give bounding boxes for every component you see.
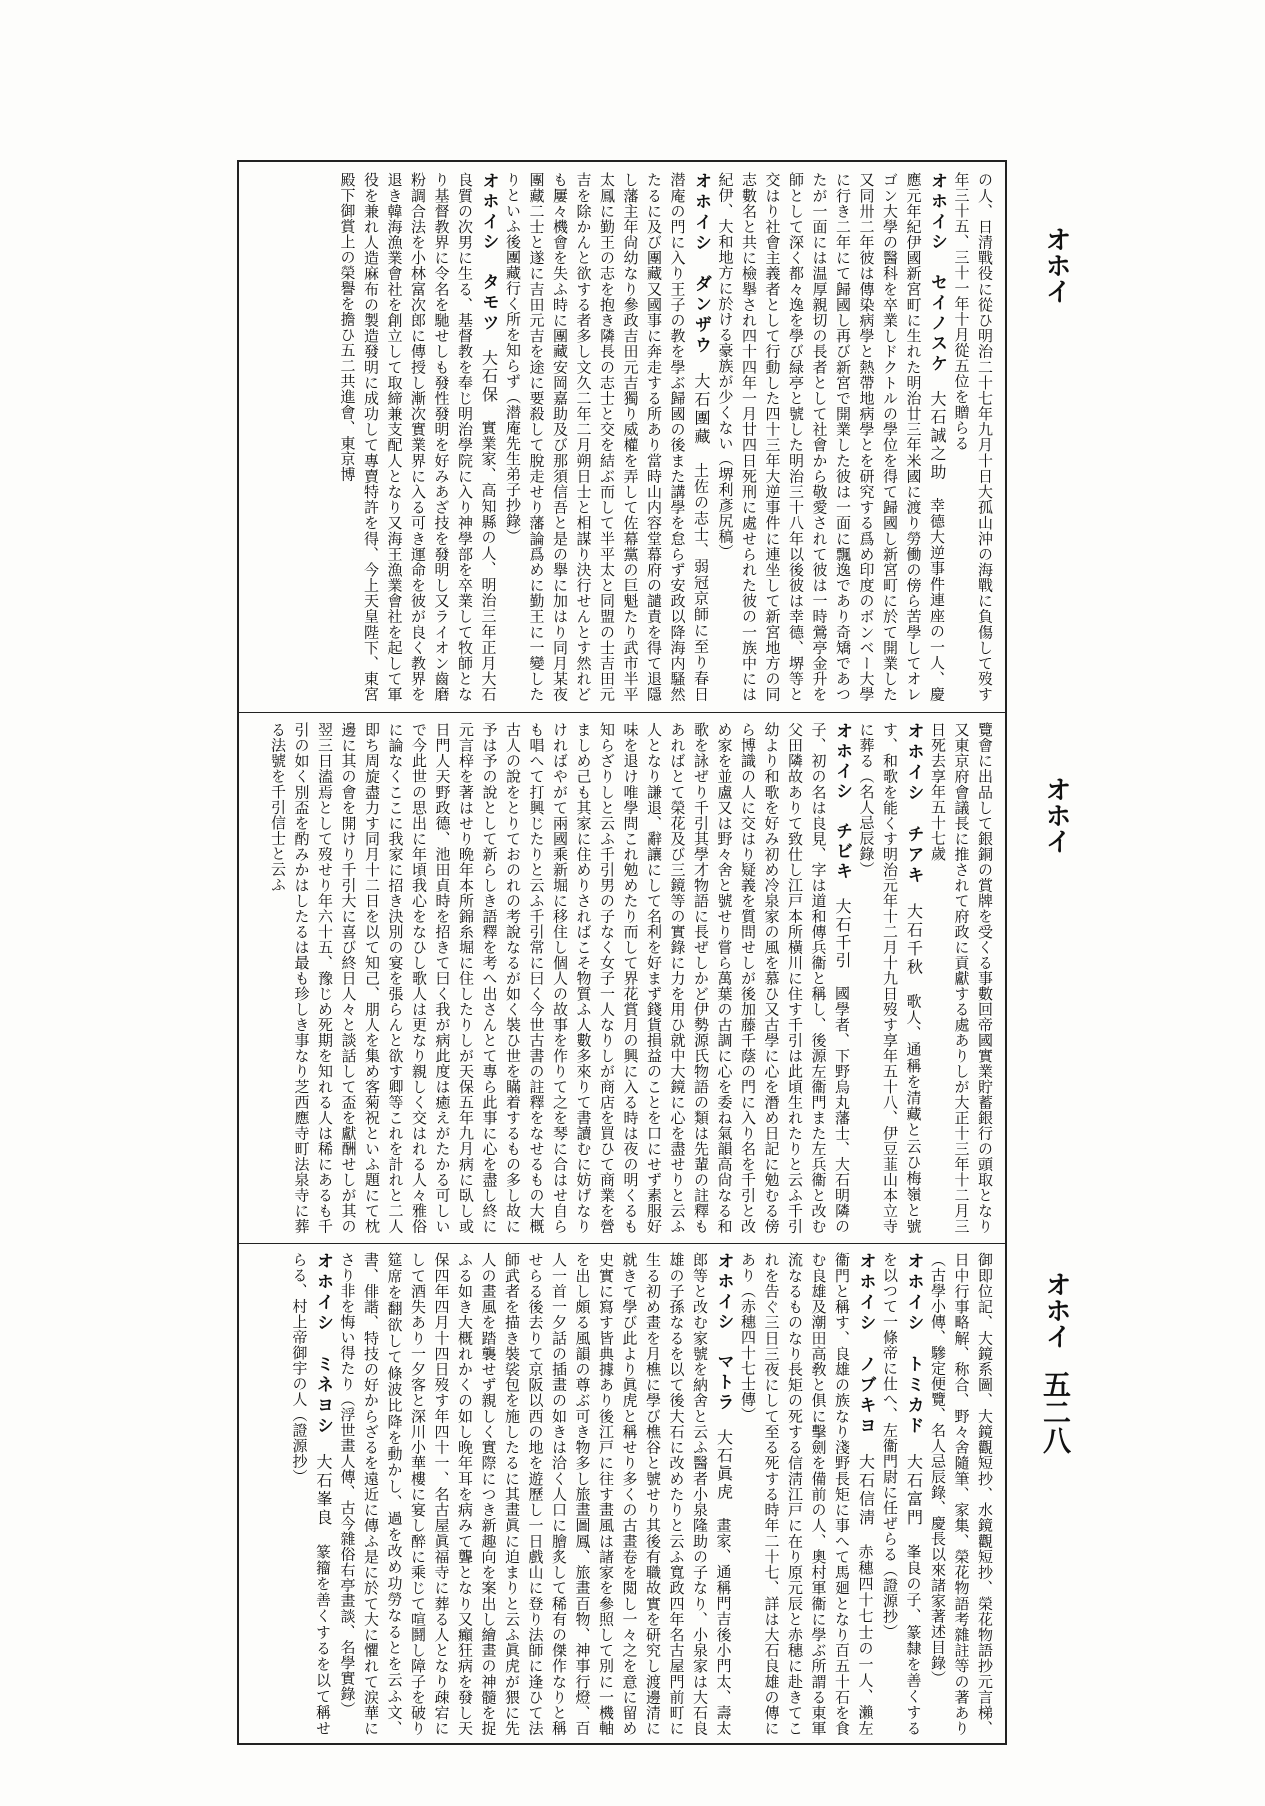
- tier-divider-2: [237, 1243, 1007, 1244]
- tier-top-text: [250, 172, 996, 702]
- entry-kanji: 大石團藏: [692, 372, 711, 447]
- entry-heading: [833, 722, 851, 970]
- entry-name: オホイシ タモツ: [478, 172, 499, 334]
- tier-divider-1: [237, 712, 1007, 713]
- entry-heading: [905, 1252, 923, 1528]
- entry-kanji: 大石峯良: [314, 1453, 333, 1528]
- entry-name: オホイシ マトラ: [713, 1252, 734, 1414]
- tier-bottom-text: [250, 1252, 996, 1736]
- entry-kanji: 大石信淸: [856, 1453, 876, 1528]
- entry-kanji: 大石眞虎: [714, 1428, 734, 1502]
- running-head-bottom: オホイ: [1041, 1271, 1071, 1349]
- lead-text: 御即位記、大鏡系圖、大鏡觀短抄、水鏡觀短抄、榮花物語抄元言梯、日中行事略解、称合、野々舍隨筆、家集、榮花物語考雜註等の著あり（古學小傳、驂定便覽、名人忌辰錄、慶長以來諸家著述目錄）: [929, 1252, 994, 1736]
- entry-heading: [692, 172, 710, 447]
- entry-heading: [905, 722, 923, 977]
- tier-middle-text: [250, 722, 996, 1234]
- entry-kanji: 大石誠之助: [928, 390, 947, 482]
- running-head-top: オホイ: [1041, 226, 1071, 304]
- lead-text: 覽會に出品して銀銅の賞牌を受くる事數回帝國實業貯蓄銀行の頭取となり又東京府會議長に推されて府政に貢獻する處ありしが大正十三年十二月三日死去享年五十七歲: [929, 722, 994, 1234]
- page-number: 五二八: [1039, 1370, 1072, 1454]
- running-head-middle: オホイ: [1041, 776, 1071, 854]
- entry-heading: [857, 1252, 875, 1528]
- entry-kanji: 大石保: [479, 349, 499, 404]
- entry-heading: [715, 1252, 733, 1501]
- entry-body: 土佐の志士、弱冠京師に至り春日潜庵の門に入り王子の教を學ぶ歸國の後また講學を怠らず安政以降海内騷然たるに及び團藏又國事に奔走する所あり當時山内容堂幕府の譴責を得て退隱し藩主年尙幼なり參政吉田元吉獨り威權を弄して佐幕黨の巨魁たり武市半平太鳳に勤王の志を抱き隣長の志士と交を結ぶ而して半平太と同盟の士吉田元吉を除かんと欲する者多し文久二年二月朔日士と相謀り決行せんとす然れども屢々機會を失ふ時に團藏安岡嘉助及び那須信吾と是の擧に加はり同月某夜團藏二士と遂に吉田元吉を途に要殺して脫走せり藩論爲めに勤王に一變したりといふ後團藏行く所を知らず（潜庵先生弟子抄錄）: [504, 172, 710, 702]
- entry-heading: [480, 172, 498, 404]
- entry-heading: [314, 1252, 332, 1528]
- entry-heading: [928, 172, 946, 482]
- entry-body: 實業家、高知縣の人、明治三年正月大石良質の次男に生る、基督教を奉じ明治學院に入り神學部を卒業して牧師となり基督教界に令名を馳せしも發性發明を好みあざ技を發明し又ライオン齒磨粉調合法を小林富次郎に傳授し漸次實業界に入る可き運命を彼が良く教界を退き韓海漁業會社を創立して取締兼支配人となり又海王漁業會社を起して軍役を兼れ人造麻布の製造發明に成功して專賣特許を得、今上天皇陛下、東宮殿下御賞上の榮譽を擔ひ五二共進會、東京博: [338, 172, 498, 702]
- entry-body: 畫家、通稱門吉後小門太、壽太郎等と改む家號を納舍と云ふ醫者小泉隆助の子なり、小泉家は大石良雄の子孫なるを以て後大石に改めたりと云ふ寬政四年名古屋門前町に生る初め畫を月樵に學び樵谷と號せり其後有職故實を研究し渡邊清に就きて學び此より眞虎と稱せり多くの古畫卷を閲し一々之を意に留め史實に寫す皆典據あり後江戸に往す畫風は諸家を參照して別に一機軸を出し頗る風韻の尊ぶ可き物多し旅畫圖鳳、旅畫百物、神事行燈、百人一首一夕話の插畫の如きは洽く人口に膾炙して稀有の傑作なりと稱せらる後去りて京阪以西の地を遊歷し一日戲山に登り法師に逢ひて法師武者を描き裝裟包を施したるに其畫眞に迫まりと云ふ眞虎が猥に先人の畫風を踏襲せず親しく實際につき新趣向を案出し繪畫の神髓を捉ふる如き大概れかくの如し晚年耳を病みて聾となり又癲狂病を發し天保四年四月十四日歿す年四十一、名古屋眞福寺に葬る人となり疎宕にして酒失あり一夕客と深川小華樓に宴し醉に乘じて喧鬪し障子を破り筵席を翻欲して條波比降を動かし、過を改め功勞なるとを云ふ文、書、俳諧、特技の好からざるを遠近に傳ふ是に於て大に懼れて涙華にさり非を悔い得たり（浮世畫人傳、古今雜俗右亭畫談、名學實錄）: [338, 1252, 733, 1736]
- entry-name: オホイシ ダンザウ: [691, 172, 711, 357]
- entry-body: 峯良の子、篆隸を善くするを以つて一條帝に仕へ、左衞門尉に任ぜらる（證源抄）: [881, 1252, 923, 1736]
- entry-name: オホイシ ノブキヨ: [855, 1252, 876, 1438]
- entry-body: 篆籀を善くするを以て稱せらる、村上帝御宇の人（證源抄）: [290, 1252, 332, 1736]
- entry-kanji: 大石富門: [904, 1453, 924, 1528]
- entry-body: 幸德大逆事件連座の一人、慶應元年紀伊國新宮町に生れた明治廿三年米國に渡り勞働の傍ら苦學してオレゴン大學の醫科を卒業しドクトルの學位を得て歸國し新宮町に於て開業した又同卅二年彼は傳染病學と熱帶地病學とを研究する爲め印度のボンベー大學に行き二年にて歸國し再び新宮で開業した彼は一面に飄逸であり奇矯であつたが一面には温厚親切の長者として社會から敬愛されて彼は一時鶯亭金升を師として深く都々逸を學び緑亭と號した明治三十八年以後彼は幸德、堺等と交はり社會主義者として行動した四十三年大逆事件に連坐して新宮地方の同志數名と共に檢擧され四十四年一月廿四日死刑に處せられた彼の一族中には紀伊、大和地方に於ける豪族が少くない（堺利彥尻稿）: [716, 172, 946, 702]
- entry-body: 赤穗四十七士の一人、瀨左衞門と稱す、良雄の族なり淺野長矩に事へて馬廻となり百五十石を食む良雄及潮田高敎と俱に擊劍を備前の人、奧村軍衞に學ぶ所謂る東軍流なるものなり長矩の死する信淸江戸に在り原元辰と赤穗に赴きてこれを告ぐ三日三夜にして至る死する時年二十七、詳は大石良雄の傳にあり（赤穗四十七士傳）: [739, 1252, 875, 1736]
- entry-name: オホイシ チアキ: [903, 722, 924, 887]
- tier-top: [250, 172, 996, 702]
- entry-name: オホイシ ミネヨシ: [313, 1252, 333, 1438]
- entry-name: オホイシ セイノスケ: [927, 172, 947, 375]
- lead-text: の人、日清戰役に從ひ明治二十七年九月十日大孤山沖の海戰に負傷して歿す年三十五、三十一年十月從五位を贈らる: [952, 172, 994, 702]
- tier-middle: [250, 722, 996, 1234]
- entry-name: オホイシ トミカド: [903, 1252, 924, 1438]
- entry-kanji: 大石千秋: [904, 902, 924, 978]
- entry-kanji: 大石千引: [833, 897, 852, 970]
- entry-name: オホイシ チビキ: [832, 722, 852, 883]
- tier-bottom: [250, 1252, 996, 1736]
- entry-body: 歌人、通稱を清藏と云ひ梅嶺と號す、和歌を能くす明治元年十二月十九日歿す享年五十八、伊豆韮山本立寺に葬る（名人忌辰錄）: [857, 722, 923, 1234]
- entry-body: 國學者、下野烏丸藩士、大石明隣の子、初の名は良見、字は道和傳兵衞と稱し、後源左衞門また左兵衞と改む父田隣故ありて致仕し江戸本所橫川に住す千引は此頃生れたりと云ふ千引幼より和歌を好み初め冷泉家の風を慕ひ又古學に心を潛め日記に勉むる傍ら博識の人に交はり疑義を質問せしが後加藤千蔭の門に入り名を千引と改め家を並盧又は野々舍と號せり嘗ら萬葉の古調に心を委ね氣韻高尙なる和歌を詠ぜり千引其學才物語に長ぜしかど伊勢源氏物語の類は先輩の註釋もあればとて榮花及び三鏡等の實錄に力を用ひ就中大鏡に心を盡せりと云ふ人となり謙退、辭讓にして名利を好まず錢貨損益のことを口にせず素服好味を退け唯學問これ勉めたり而して界花賞月の興に入る時は夜の明くるも知らざりしと云ふ千引男の子なく女子一人なりしが商店を買ひて商業を營ましめ己も其家に住めりさればこそ物質ふ人數多來りて書讀むに妨げなりければやがて兩國乘新堀に移住し個人の故事を作りて之を琴に合はせ自らも唱へて打興じたりと云ふ千引常に曰く今世古書の註釋をなせるもの大概古人の說をとりておのれの考說なるが如く裝ひ世を瞞着するもの多し故に予は予の說として新らしき語釋を考へ出さんとて專ら此事に心を盡し終に元言梓を著はせり晩年本所錦糸堀に住したりしが天保五年九月病に臥し或日門人天野政德、池田貞時を招きて曰く我が病此度は癒えがたかる可しいで今此世の思出に年頃我心をなひし歌人は更なり親しく交はれる人々雅俗に論なくここに我家に招き決別の宴を張らんと欲す卿等これを計れと二人即ち周旋盡力す同月十二日を以て知己、朋人を集め客菊祝といふ題にて枕邊に其の會を開けり千引大に喜び終日人々と談話して盃を獻酬せしが其の翌三日溘焉として歿せり年六十五、豫じめ死期を知れる人は稀にあるも千引の如く別盃を酌みかはしたるは最も珍しき事なり芝西應寺町法泉寺に葬る法號を千引信士と云ふ: [269, 722, 851, 1234]
